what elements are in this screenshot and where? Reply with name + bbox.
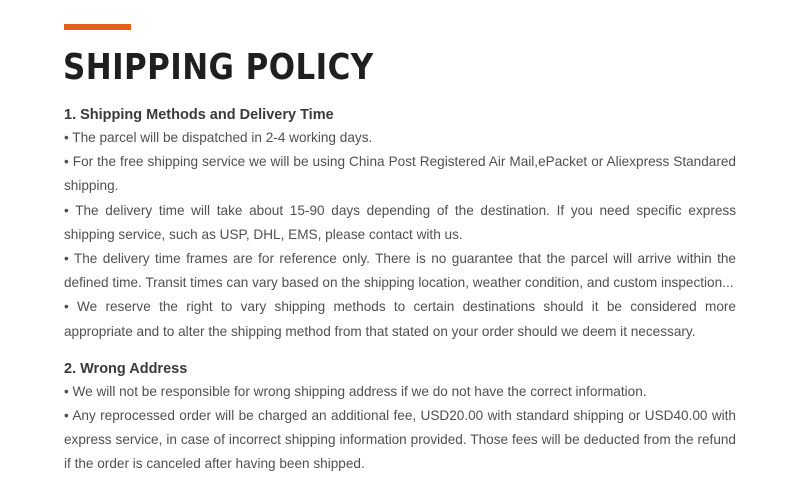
policy-item: • We reserve the right to vary shipping methods to certain destinations should it be considered more appropriate and to alter the shipping method from that stated on your order should we deem it necessary.	[64, 299, 736, 339]
page-title: SHIPPING POLICY	[63, 47, 374, 88]
section-divider-space	[64, 344, 736, 358]
section-wrong-address	[64, 358, 736, 477]
policy-content	[64, 104, 736, 477]
section-heading: 1. Shipping Methods and Delivery Time	[64, 107, 334, 123]
policy-item: • We will not be responsible for wrong shipping address if we do not have the correct information.	[64, 383, 647, 399]
section-heading: 2. Wrong Address	[64, 360, 188, 377]
policy-item: • Any reprocessed order will be charged an additional fee, USD20.00 with standard shipping or USD40.00 with express service, in case of incorrect shipping information provided. Those fees will be deducted from the refund if the order is canceled after having been shipped.	[64, 408, 736, 472]
policy-item: • The delivery time will take about 15-90 days depending of the destination. If you need specific express shipping service, such as USP, DHL, EMS, please contact with us.	[64, 202, 736, 242]
policy-item: • For the free shipping service we will be using China Post Registered Air Mail,ePacket or Aliexpress Standared shipping.	[64, 154, 736, 194]
policy-item: • The parcel will be dispatched in 2-4 working days.	[64, 130, 373, 145]
policy-item: • The delivery time frames are for reference only. There is no guarantee that the parcel will arrive within the defined time. Transit times can vary based on the shipping location, weather condition, and custom inspection...	[64, 251, 736, 291]
title-accent-bar	[64, 24, 131, 30]
section-shipping-methods	[64, 104, 736, 344]
